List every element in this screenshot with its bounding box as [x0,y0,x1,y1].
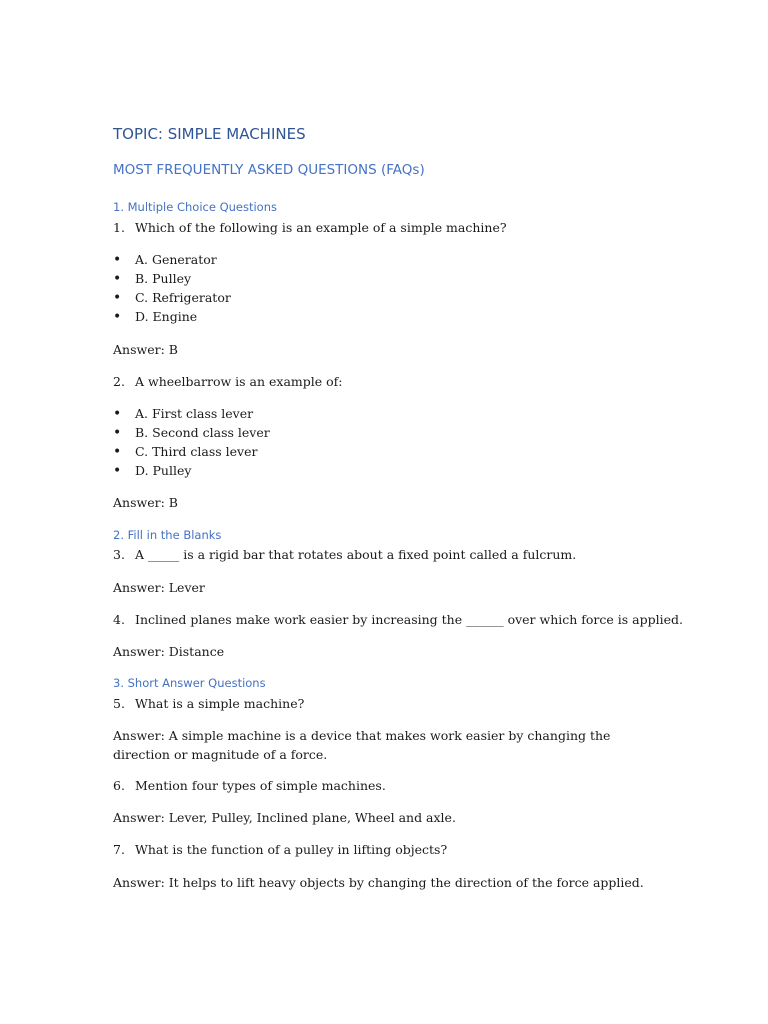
option-text: B. Second class lever [135,425,270,440]
question-2 [113,372,343,391]
bullet-icon: • [113,463,122,479]
question-text: A wheelbarrow is an example of: [135,374,343,389]
option-text: A. Generator [135,252,217,267]
option-item [113,307,197,327]
faq-heading: MOST FREQUENTLY ASKED QUESTIONS (FAQs) [113,162,425,178]
question-number: 5. [113,696,125,711]
question-1 [113,218,507,237]
option-text: D. Pulley [135,463,192,478]
question-number: 2. [113,374,125,389]
bullet-icon: • [113,444,122,460]
option-item [113,442,258,462]
question-5 [113,694,304,713]
question-number: 3. [113,547,125,562]
bullet-icon: • [113,290,122,306]
section-heading-short: 3. Short Answer Questions [113,676,266,690]
answer-1: Answer: B [113,342,178,357]
question-6 [113,776,386,795]
bullet-icon: • [113,252,122,268]
question-3 [113,545,576,564]
question-number: 6. [113,778,125,793]
question-text: What is the function of a pulley in lifting objects? [135,842,448,857]
question-number: 1. [113,220,125,235]
option-text: C. Refrigerator [135,290,231,305]
topic-title: TOPIC: SIMPLE MACHINES [113,125,306,143]
option-item [113,250,217,270]
question-4 [113,610,683,629]
question-text: What is a simple machine? [135,696,305,711]
option-item [113,404,253,424]
bullet-icon: • [113,425,122,441]
question-text: Which of the following is an example of a simple machine? [135,220,507,235]
option-item [113,423,270,443]
answer-5: Answer: A simple machine is a device that makes work easier by changing the direction or magnitude of a force. [113,728,611,762]
bullet-icon: • [113,406,122,422]
question-number: 7. [113,842,125,857]
option-item [113,269,191,289]
option-item [113,461,191,481]
section-heading-fill: 2. Fill in the Blanks [113,528,222,542]
option-item [113,288,231,308]
answer-6: Answer: Lever, Pulley, Inclined plane, Wheel and axle. [113,810,456,825]
question-number: 4. [113,612,125,627]
answer-4: Answer: Distance [113,644,225,659]
option-text: C. Third class lever [135,444,258,459]
section-heading-mcq: 1. Multiple Choice Questions [113,200,277,214]
answer-7: Answer: It helps to lift heavy objects by changing the direction of the force applied. [113,875,644,890]
option-text: A. First class lever [135,406,254,421]
answer-3: Answer: Lever [113,580,205,595]
answer-2: Answer: B [113,495,178,510]
question-text: Inclined planes make work easier by increasing the ______ over which force is applied. [135,612,683,627]
bullet-icon: • [113,309,122,325]
question-text: Mention four types of simple machines. [135,778,386,793]
bullet-icon: • [113,271,122,287]
option-text: B. Pulley [135,271,192,286]
question-7 [113,840,447,859]
question-text: A _____ is a rigid bar that rotates about a fixed point called a fulcrum. [135,547,577,562]
option-text: D. Engine [135,309,198,324]
